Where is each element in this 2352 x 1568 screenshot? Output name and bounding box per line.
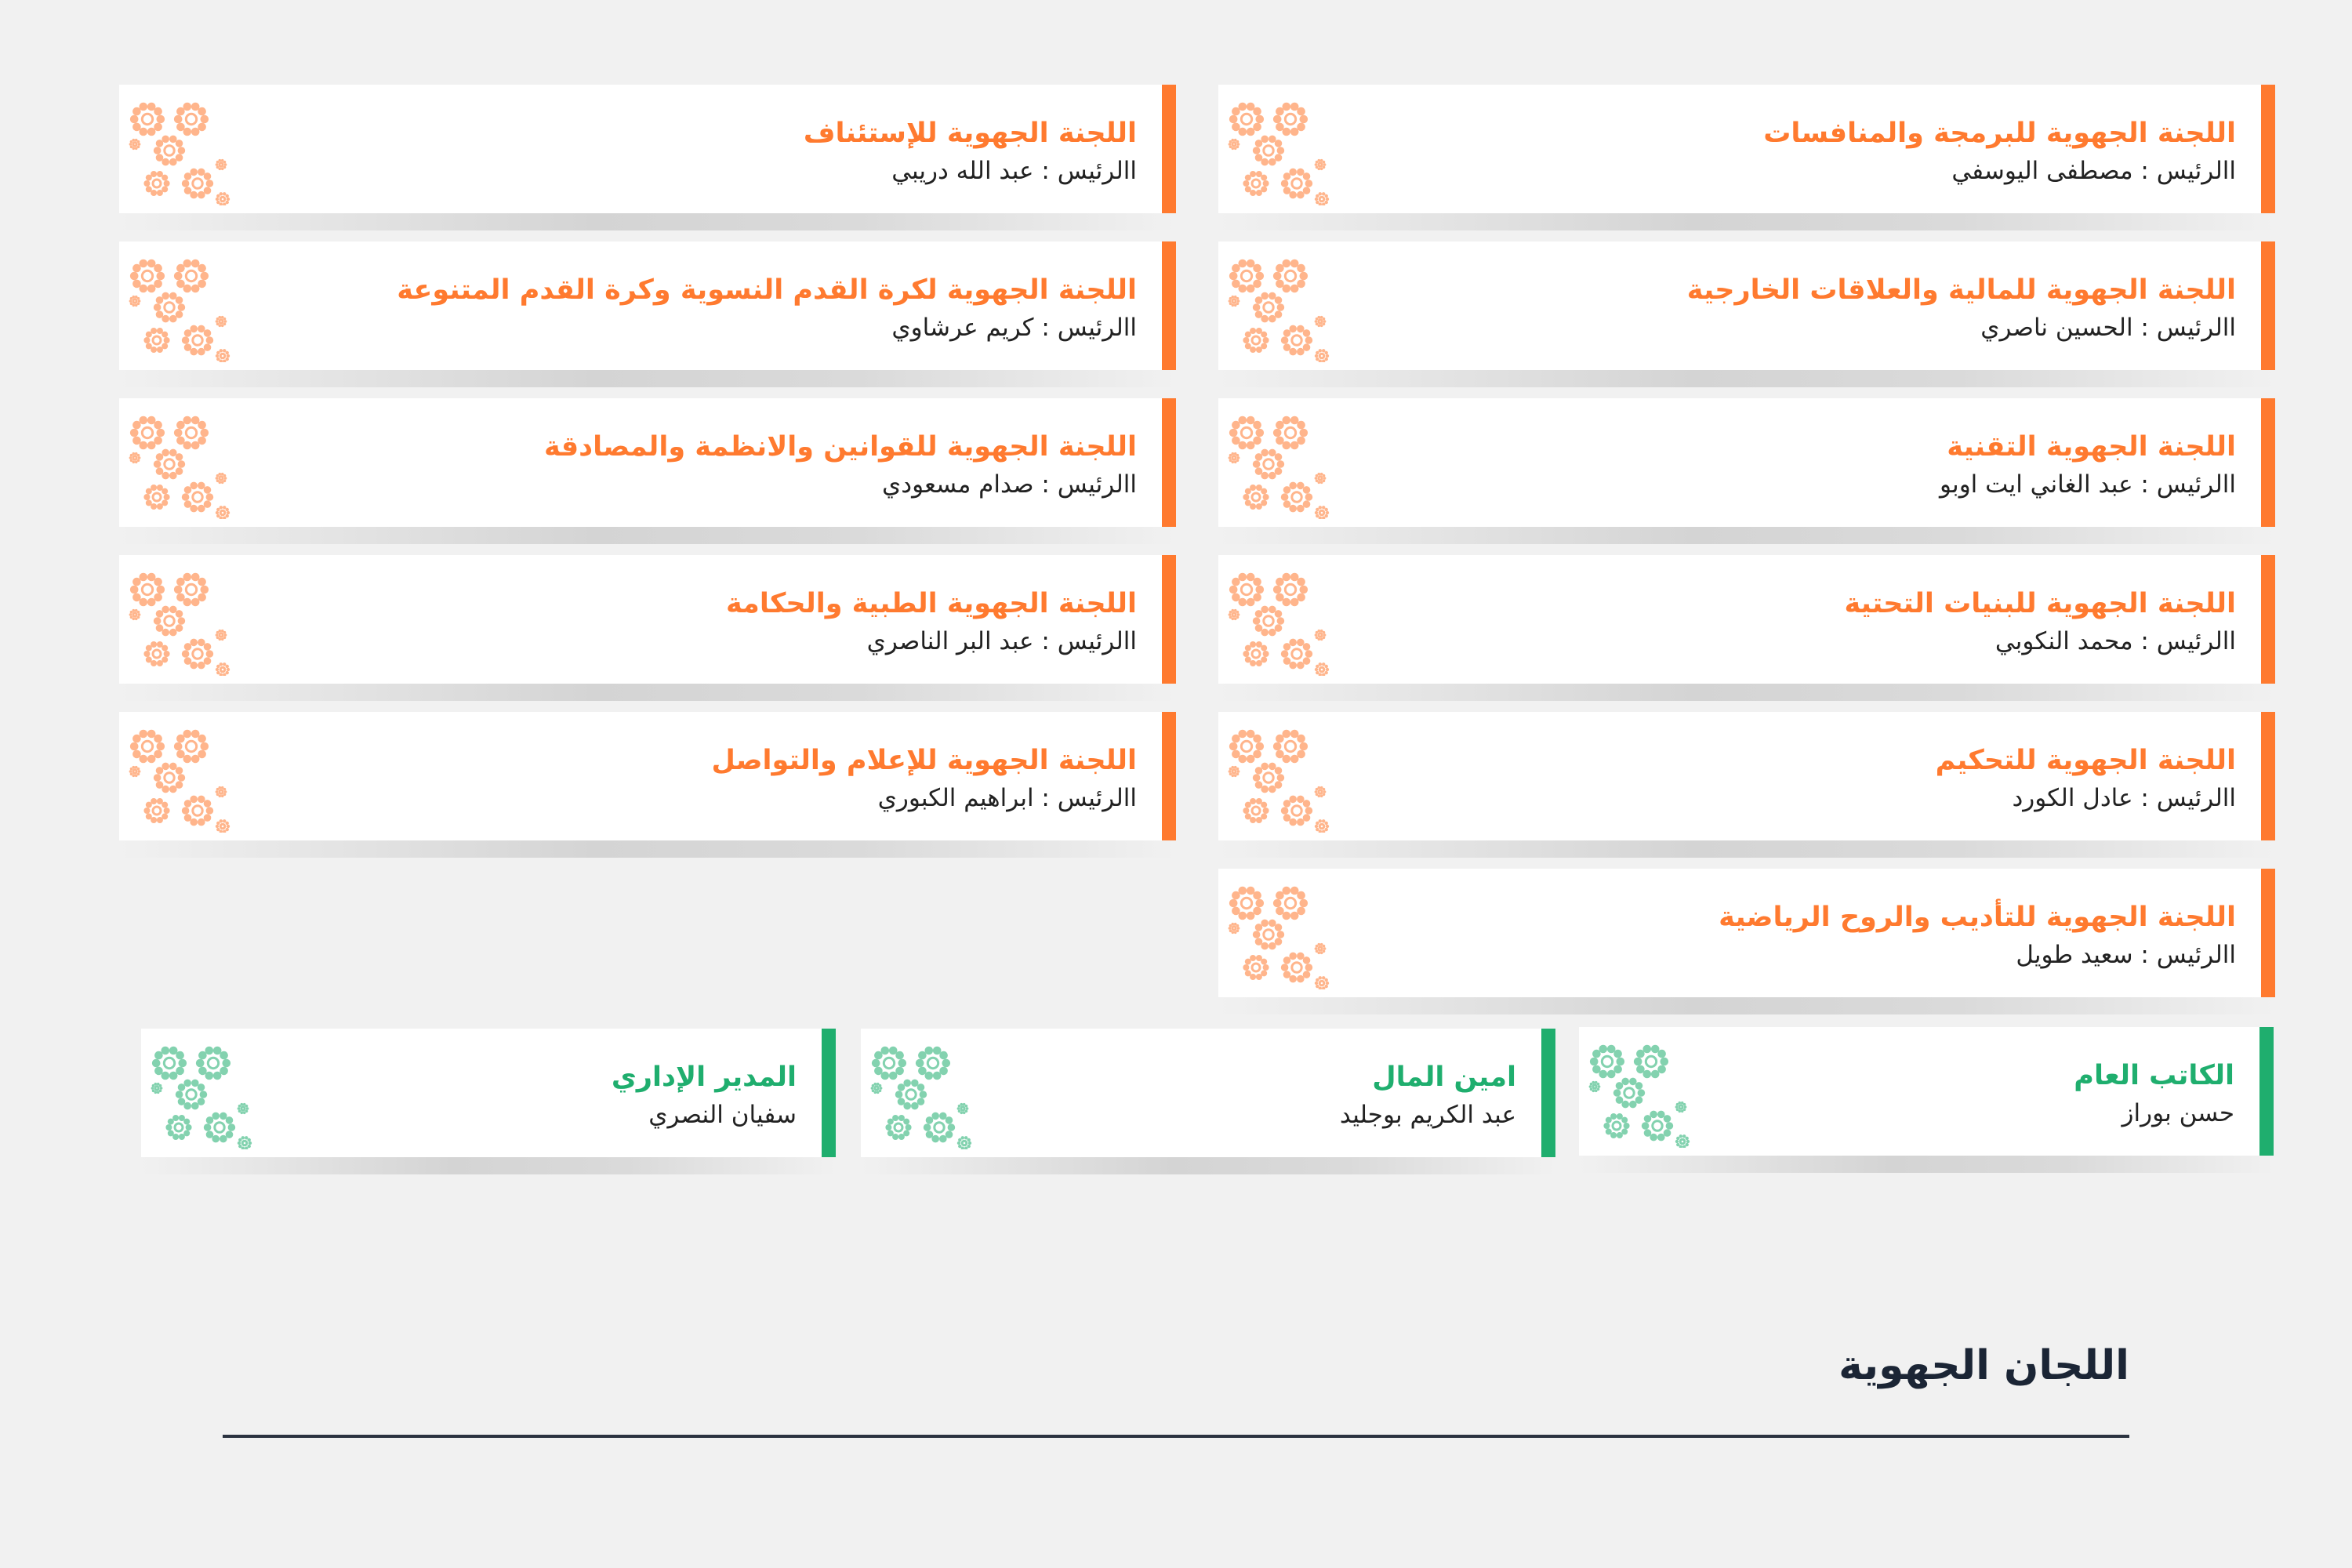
committee-title: اللجنة الجهوية للإستئناف — [803, 118, 1137, 149]
heading-divider — [223, 1435, 2129, 1438]
officer-name: سفيان النصري — [648, 1101, 797, 1129]
committee-president: االرئيس : عبد الغاني ايت اوبو — [1940, 470, 2236, 499]
committee-president: االرئيس : عادل الكورد — [2012, 784, 2236, 812]
officer-title: امين المال — [1372, 1062, 1516, 1093]
officer-title: المدير الإداري — [611, 1062, 797, 1093]
committee-president: االرئيس : ابراهيم الكبوري — [877, 784, 1137, 812]
arabesque-rosette-icon — [1223, 409, 1333, 519]
arabesque-rosette-icon — [124, 409, 234, 519]
accent-bar — [2259, 1027, 2274, 1156]
officer-card — [861, 1029, 1555, 1157]
committee-title: اللجنة الجهوية التقنية — [1947, 431, 2236, 463]
accent-bar — [1162, 85, 1176, 213]
officer-name: عبد الكريم بوجليد — [1339, 1101, 1516, 1129]
arabesque-rosette-icon — [1223, 723, 1333, 833]
accent-bar — [2261, 241, 2275, 370]
committee-president: االرئيس : محمد النكوبي — [1994, 627, 2236, 655]
committee-card — [119, 241, 1176, 370]
arabesque-rosette-icon — [124, 566, 234, 676]
committee-title: اللجنة الجهوية للتحكيم — [1935, 745, 2236, 776]
committee-president: االرئيس : عبد البر الناصري — [866, 627, 1137, 655]
committee-president: االرئيس : عبد الله دريبي — [891, 157, 1137, 185]
committee-card — [1218, 712, 2275, 840]
committee-title: اللجنة الجهوية للتأديب والروح الرياضية — [1719, 902, 2236, 933]
arabesque-rosette-icon — [124, 723, 234, 833]
committee-title: اللجنة الجهوية للبنيات التحتية — [1844, 588, 2236, 619]
committee-card — [119, 398, 1176, 527]
committee-title: اللجنة الجهوية للبرمجة والمنافسات — [1763, 118, 2236, 149]
committee-president: االرئيس : الحسين ناصري — [1980, 314, 2236, 342]
arabesque-rosette-icon — [1223, 252, 1333, 362]
committee-card — [1218, 85, 2275, 213]
accent-bar — [2261, 85, 2275, 213]
committee-card — [119, 555, 1176, 684]
arabesque-rosette-icon — [1584, 1038, 1693, 1148]
committee-title: اللجنة الجهوية للمالية والعلاقات الخارجية — [1686, 274, 2236, 306]
committee-card — [1218, 398, 2275, 527]
committee-title: اللجنة الجهوية الطبية والحكامة — [725, 588, 1137, 619]
arabesque-rosette-icon — [1223, 96, 1333, 205]
section-heading: اللجان الجهوية — [1838, 1342, 2129, 1389]
committee-title: اللجنة الجهوية للإعلام والتواصل — [711, 745, 1137, 776]
committee-card — [1218, 869, 2275, 997]
committee-president: االرئيس : مصطفى اليوسفي — [1951, 157, 2236, 185]
arabesque-rosette-icon — [124, 96, 234, 205]
committee-card — [1218, 241, 2275, 370]
committee-card — [119, 85, 1176, 213]
committee-president: االرئيس : صدام مسعودي — [882, 470, 1137, 499]
accent-bar — [1162, 398, 1176, 527]
accent-bar — [2261, 712, 2275, 840]
officer-card — [1579, 1027, 2274, 1156]
committee-card — [1218, 555, 2275, 684]
committee-president: االرئيس : كريم عرشاوي — [891, 314, 1137, 342]
committee-card — [119, 712, 1176, 840]
arabesque-rosette-icon — [866, 1040, 975, 1149]
accent-bar — [2261, 555, 2275, 684]
arabesque-rosette-icon — [146, 1040, 256, 1149]
officer-name: حسن بوراز — [2122, 1099, 2234, 1127]
accent-bar — [822, 1029, 836, 1157]
accent-bar — [1162, 555, 1176, 684]
arabesque-rosette-icon — [1223, 880, 1333, 989]
accent-bar — [1162, 241, 1176, 370]
accent-bar — [1162, 712, 1176, 840]
accent-bar — [2261, 869, 2275, 997]
officer-title: الكاتب العام — [2074, 1060, 2234, 1091]
committee-title: اللجنة الجهوية للقوانين والانظمة والمصادقة — [543, 431, 1137, 463]
committee-title: اللجنة الجهوية لكرة القدم النسوية وكرة القدم المتنوعة — [397, 274, 1137, 306]
committee-president: االرئيس : سعيد طويل — [2016, 941, 2236, 969]
arabesque-rosette-icon — [124, 252, 234, 362]
arabesque-rosette-icon — [1223, 566, 1333, 676]
officer-card — [141, 1029, 836, 1157]
accent-bar — [1541, 1029, 1555, 1157]
accent-bar — [2261, 398, 2275, 527]
